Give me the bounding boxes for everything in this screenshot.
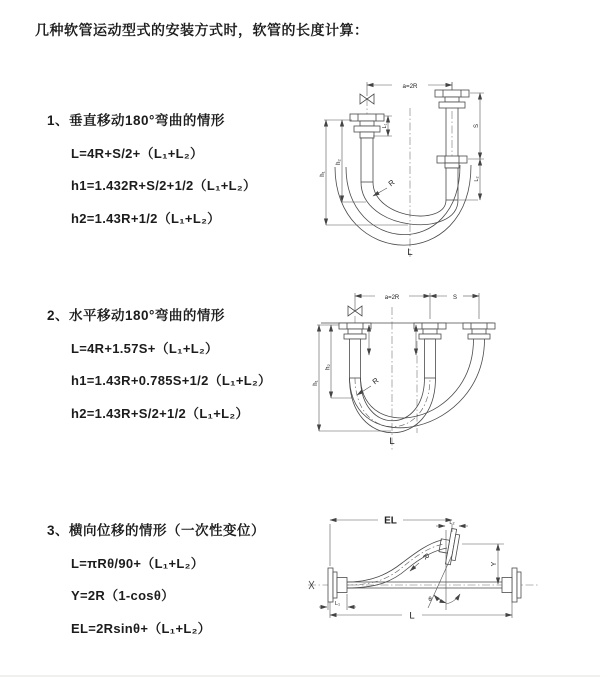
diagram-horizontal-180-bend <box>305 283 600 458</box>
label-l1: L₁ <box>382 123 388 129</box>
label-s: S <box>452 294 458 301</box>
label-el: EL <box>384 515 397 527</box>
tilted-flange <box>437 527 460 565</box>
diagram-lateral-displacement <box>300 498 600 653</box>
section-3-formula-EL: EL=2Rsinθ+（L₁+L₂） <box>71 620 211 636</box>
dimension-lines <box>319 520 512 618</box>
section-3-formula-Y: Y=2R（1-cosθ） <box>71 588 175 603</box>
section-2 <box>47 304 271 422</box>
label-a2r: a=2R <box>402 82 418 90</box>
section-2-formula-h1: h1=1.43R+0.785S+1/2（L₁+L₂） <box>71 373 272 388</box>
label-h1: h₁ <box>320 171 326 177</box>
diagram-vertical-180-bend <box>310 68 600 263</box>
label-h2: h₂ <box>325 364 332 370</box>
section-1-formula-h2: h2=1.43R+1/2（L₁+L₂） <box>71 210 221 226</box>
section-3-formula-L: L=πRθ/90+（L₁+L₂） <box>71 555 204 571</box>
braided-hose-section <box>350 339 361 378</box>
section-2-formula-L: L=4R+1.57S+（L₁+L₂） <box>71 340 219 356</box>
label-y: Y <box>491 561 498 567</box>
label-h1: h₁ <box>313 380 319 386</box>
label-l2: L₂ <box>449 520 455 526</box>
label-h2: h₂ <box>336 159 342 165</box>
label-l: L <box>407 247 413 258</box>
label-l: L <box>409 610 415 622</box>
section-1-formula-L: L=4R+S/2+（L₁+L₂） <box>71 145 204 161</box>
section-1-formula-h1: h1=1.432R+S/2+1/2（L₁+L₂） <box>71 178 257 193</box>
label-l: L <box>389 436 395 447</box>
label-theta: θ <box>428 597 432 603</box>
label-s: S <box>474 123 480 129</box>
section-3 <box>47 519 265 637</box>
page-title: 几种软管运动型式的安装方式时，软管的长度计算： <box>35 22 369 38</box>
section-2-formula-h2: h2=1.43R+S/2+1/2（L₁+L₂） <box>71 405 249 421</box>
pipe-fittings <box>339 323 495 378</box>
label-l2: L₂ <box>474 176 480 182</box>
label-r: R <box>386 177 397 189</box>
label-a2r: a=2R <box>384 294 400 301</box>
label-r: R <box>420 551 432 562</box>
label-l1: L₁ <box>335 601 340 607</box>
section-2-heading: 2、水平移动180°弯曲的情形 <box>47 308 225 323</box>
dimension-lines <box>317 293 479 431</box>
section-1-heading: 1、垂直移动180°弯曲的情形 <box>47 113 225 128</box>
section-1 <box>47 109 256 227</box>
braided-hose-section <box>361 138 373 182</box>
braided-hose-section <box>425 339 436 378</box>
section-3-heading: 3、横向位移的情形（一次性变位） <box>47 523 266 538</box>
pipe-fittings <box>350 90 469 200</box>
label-r: R <box>370 375 381 387</box>
hose-positions <box>347 540 502 588</box>
dimension-labels <box>335 516 498 622</box>
braided-hose-section <box>446 168 458 200</box>
